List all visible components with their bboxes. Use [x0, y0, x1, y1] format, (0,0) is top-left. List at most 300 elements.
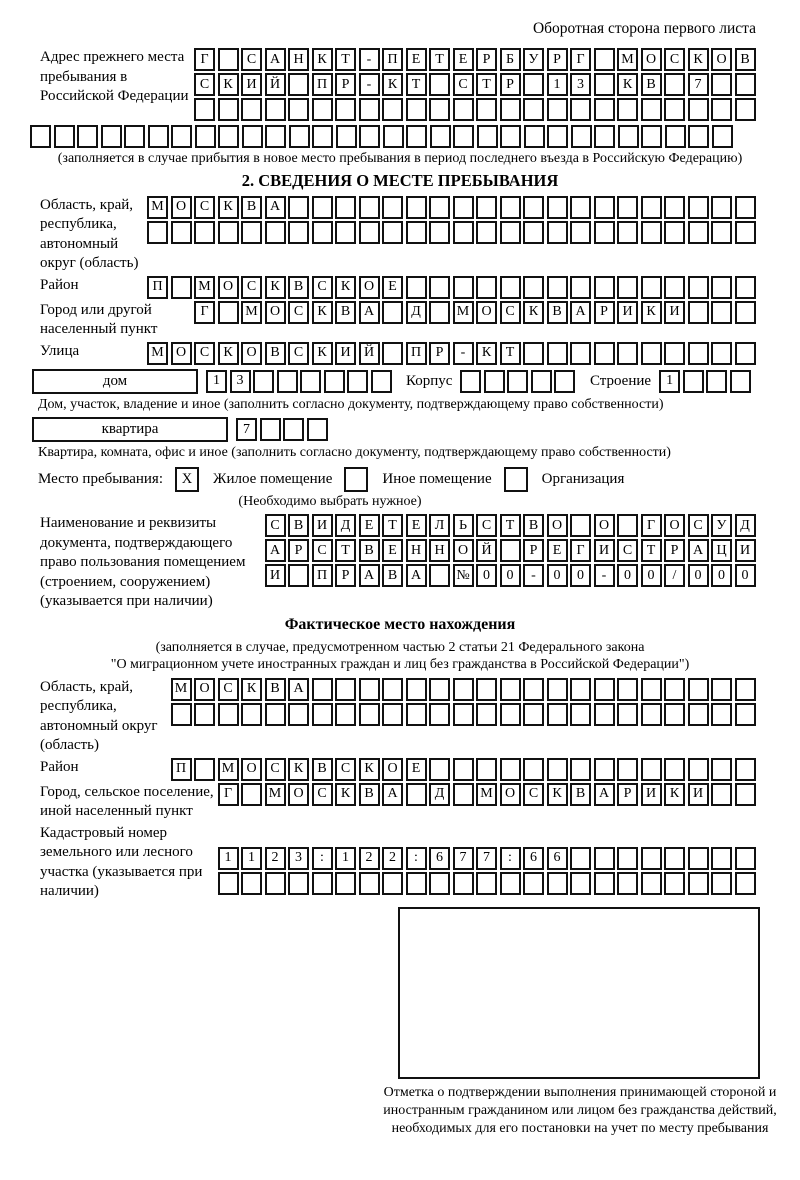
char-cell[interactable]: [359, 125, 380, 148]
char-cell[interactable]: Б: [500, 48, 521, 71]
char-cell[interactable]: [406, 703, 427, 726]
char-cell[interactable]: [429, 221, 450, 244]
char-cell[interactable]: П: [312, 564, 333, 587]
char-cell[interactable]: [241, 221, 262, 244]
char-cell[interactable]: [618, 125, 639, 148]
char-cell[interactable]: [500, 125, 521, 148]
char-cell[interactable]: П: [171, 758, 192, 781]
char-cell[interactable]: [547, 196, 568, 219]
char-cell[interactable]: [382, 221, 403, 244]
char-cell[interactable]: [507, 370, 528, 393]
char-cell[interactable]: [547, 221, 568, 244]
char-cell[interactable]: С: [312, 539, 333, 562]
char-cell[interactable]: [547, 872, 568, 895]
char-cell[interactable]: К: [382, 73, 403, 96]
char-cell[interactable]: [218, 98, 239, 121]
char-cell[interactable]: О: [194, 678, 215, 701]
char-cell[interactable]: [617, 872, 638, 895]
char-cell[interactable]: 2: [359, 847, 380, 870]
char-cell[interactable]: А: [594, 783, 615, 806]
char-cell[interactable]: Е: [453, 48, 474, 71]
char-cell[interactable]: О: [711, 48, 732, 71]
char-cell[interactable]: [664, 758, 685, 781]
char-cell[interactable]: О: [288, 783, 309, 806]
char-cell[interactable]: :: [312, 847, 333, 870]
char-cell[interactable]: [523, 703, 544, 726]
char-cell[interactable]: О: [241, 758, 262, 781]
char-cell[interactable]: [300, 370, 321, 393]
char-cell[interactable]: [335, 703, 356, 726]
char-cell[interactable]: И: [641, 783, 662, 806]
char-cell[interactable]: М: [194, 276, 215, 299]
char-cell[interactable]: [688, 301, 709, 324]
char-cell[interactable]: Р: [335, 73, 356, 96]
char-cell[interactable]: М: [241, 301, 262, 324]
char-cell[interactable]: [218, 301, 239, 324]
char-cell[interactable]: [288, 703, 309, 726]
char-cell[interactable]: [359, 703, 380, 726]
char-cell[interactable]: 2: [382, 847, 403, 870]
char-cell[interactable]: [570, 703, 591, 726]
char-cell[interactable]: К: [241, 678, 262, 701]
char-cell[interactable]: [265, 221, 286, 244]
char-cell[interactable]: И: [312, 514, 333, 537]
char-cell[interactable]: [30, 125, 51, 148]
char-cell[interactable]: Р: [288, 539, 309, 562]
char-cell[interactable]: Г: [641, 514, 662, 537]
char-cell[interactable]: К: [688, 48, 709, 71]
char-cell[interactable]: [500, 276, 521, 299]
char-cell[interactable]: [664, 276, 685, 299]
char-cell[interactable]: 0: [547, 564, 568, 587]
char-cell[interactable]: [570, 678, 591, 701]
char-cell[interactable]: Р: [664, 539, 685, 562]
char-cell[interactable]: И: [664, 301, 685, 324]
char-cell[interactable]: [617, 758, 638, 781]
char-cell[interactable]: К: [312, 301, 333, 324]
char-cell[interactable]: [570, 758, 591, 781]
char-cell[interactable]: Г: [570, 539, 591, 562]
char-cell[interactable]: [288, 98, 309, 121]
char-cell[interactable]: А: [359, 301, 380, 324]
char-cell[interactable]: [335, 196, 356, 219]
char-cell[interactable]: [500, 678, 521, 701]
char-cell[interactable]: В: [382, 564, 403, 587]
char-cell[interactable]: [683, 370, 704, 393]
char-cell[interactable]: 0: [617, 564, 638, 587]
char-cell[interactable]: Р: [617, 783, 638, 806]
char-cell[interactable]: А: [265, 539, 286, 562]
char-cell[interactable]: [664, 342, 685, 365]
char-cell[interactable]: [547, 758, 568, 781]
char-cell[interactable]: С: [335, 758, 356, 781]
char-cell[interactable]: И: [688, 783, 709, 806]
char-cell[interactable]: С: [194, 342, 215, 365]
char-cell[interactable]: И: [617, 301, 638, 324]
char-cell[interactable]: [335, 678, 356, 701]
char-cell[interactable]: 6: [523, 847, 544, 870]
char-cell[interactable]: [383, 125, 404, 148]
char-cell[interactable]: [735, 98, 756, 121]
char-cell[interactable]: [664, 703, 685, 726]
char-cell[interactable]: [307, 418, 328, 441]
char-cell[interactable]: [688, 125, 709, 148]
char-cell[interactable]: [735, 221, 756, 244]
char-cell[interactable]: В: [735, 48, 756, 71]
char-cell[interactable]: [735, 783, 756, 806]
char-cell[interactable]: Й: [476, 539, 497, 562]
char-cell[interactable]: [571, 125, 592, 148]
char-cell[interactable]: Е: [406, 758, 427, 781]
char-cell[interactable]: П: [147, 276, 168, 299]
char-cell[interactable]: О: [453, 539, 474, 562]
char-cell[interactable]: [253, 370, 274, 393]
char-cell[interactable]: К: [218, 196, 239, 219]
char-cell[interactable]: [711, 221, 732, 244]
char-cell[interactable]: В: [265, 342, 286, 365]
char-cell[interactable]: [406, 276, 427, 299]
char-cell[interactable]: [429, 98, 450, 121]
char-cell[interactable]: [429, 872, 450, 895]
char-cell[interactable]: 7: [688, 73, 709, 96]
char-cell[interactable]: В: [335, 301, 356, 324]
char-cell[interactable]: А: [265, 48, 286, 71]
char-cell[interactable]: 7: [453, 847, 474, 870]
char-cell[interactable]: [453, 758, 474, 781]
char-cell[interactable]: В: [547, 301, 568, 324]
char-cell[interactable]: [476, 196, 497, 219]
char-cell[interactable]: [735, 847, 756, 870]
char-cell[interactable]: К: [359, 758, 380, 781]
char-cell[interactable]: [359, 221, 380, 244]
char-cell[interactable]: И: [241, 73, 262, 96]
char-cell[interactable]: [711, 847, 732, 870]
char-cell[interactable]: К: [476, 342, 497, 365]
char-cell[interactable]: [547, 678, 568, 701]
char-cell[interactable]: 1: [659, 370, 680, 393]
char-cell[interactable]: [547, 125, 568, 148]
char-cell[interactable]: Д: [335, 514, 356, 537]
char-cell[interactable]: 0: [711, 564, 732, 587]
char-cell[interactable]: [476, 758, 497, 781]
char-cell[interactable]: [476, 221, 497, 244]
char-cell[interactable]: [547, 98, 568, 121]
char-cell[interactable]: [460, 370, 481, 393]
char-cell[interactable]: [430, 125, 451, 148]
char-cell[interactable]: [617, 678, 638, 701]
char-cell[interactable]: [617, 221, 638, 244]
char-cell[interactable]: [594, 678, 615, 701]
char-cell[interactable]: [523, 196, 544, 219]
char-cell[interactable]: [312, 703, 333, 726]
char-cell[interactable]: [382, 342, 403, 365]
char-cell[interactable]: М: [617, 48, 638, 71]
char-cell[interactable]: [594, 872, 615, 895]
char-cell[interactable]: Р: [594, 301, 615, 324]
char-cell[interactable]: С: [523, 783, 544, 806]
char-cell[interactable]: [594, 98, 615, 121]
char-cell[interactable]: [641, 196, 662, 219]
char-cell[interactable]: 0: [641, 564, 662, 587]
char-cell[interactable]: К: [218, 73, 239, 96]
char-cell[interactable]: [523, 276, 544, 299]
char-cell[interactable]: [547, 703, 568, 726]
char-cell[interactable]: [523, 678, 544, 701]
char-cell[interactable]: [406, 196, 427, 219]
char-cell[interactable]: [242, 125, 263, 148]
char-cell[interactable]: [484, 370, 505, 393]
char-cell[interactable]: 1: [335, 847, 356, 870]
char-cell[interactable]: [712, 125, 733, 148]
char-cell[interactable]: Е: [359, 514, 380, 537]
char-cell[interactable]: Е: [382, 276, 403, 299]
char-cell[interactable]: [288, 872, 309, 895]
char-cell[interactable]: [406, 783, 427, 806]
char-cell[interactable]: [429, 196, 450, 219]
char-cell[interactable]: [453, 872, 474, 895]
char-cell[interactable]: [500, 98, 521, 121]
char-cell[interactable]: -: [359, 48, 380, 71]
apartment-type-box[interactable]: квартира: [32, 417, 228, 442]
char-cell[interactable]: [288, 196, 309, 219]
char-cell[interactable]: [594, 73, 615, 96]
char-cell[interactable]: [570, 872, 591, 895]
char-cell[interactable]: [500, 221, 521, 244]
char-cell[interactable]: [171, 276, 192, 299]
char-cell[interactable]: [570, 98, 591, 121]
char-cell[interactable]: О: [547, 514, 568, 537]
char-cell[interactable]: В: [265, 678, 286, 701]
char-cell[interactable]: [500, 758, 521, 781]
char-cell[interactable]: -: [359, 73, 380, 96]
char-cell[interactable]: О: [382, 758, 403, 781]
char-cell[interactable]: К: [641, 301, 662, 324]
char-cell[interactable]: В: [312, 758, 333, 781]
char-cell[interactable]: К: [312, 342, 333, 365]
char-cell[interactable]: [382, 703, 403, 726]
char-cell[interactable]: О: [594, 514, 615, 537]
char-cell[interactable]: [429, 564, 450, 587]
char-cell[interactable]: Е: [406, 514, 427, 537]
char-cell[interactable]: [218, 48, 239, 71]
char-cell[interactable]: Е: [382, 539, 403, 562]
char-cell[interactable]: [359, 678, 380, 701]
char-cell[interactable]: [735, 196, 756, 219]
char-cell[interactable]: [429, 758, 450, 781]
char-cell[interactable]: [735, 872, 756, 895]
char-cell[interactable]: [664, 221, 685, 244]
char-cell[interactable]: [711, 758, 732, 781]
char-cell[interactable]: Л: [429, 514, 450, 537]
char-cell[interactable]: [523, 73, 544, 96]
char-cell[interactable]: В: [241, 196, 262, 219]
char-cell[interactable]: [617, 276, 638, 299]
char-cell[interactable]: И: [735, 539, 756, 562]
char-cell[interactable]: [312, 678, 333, 701]
char-cell[interactable]: 1: [206, 370, 227, 393]
char-cell[interactable]: [570, 276, 591, 299]
char-cell[interactable]: [523, 221, 544, 244]
char-cell[interactable]: [594, 342, 615, 365]
char-cell[interactable]: [688, 678, 709, 701]
char-cell[interactable]: -: [594, 564, 615, 587]
char-cell[interactable]: [265, 872, 286, 895]
char-cell[interactable]: [547, 276, 568, 299]
char-cell[interactable]: 1: [241, 847, 262, 870]
char-cell[interactable]: [453, 276, 474, 299]
char-cell[interactable]: [147, 221, 168, 244]
char-cell[interactable]: [531, 370, 552, 393]
char-cell[interactable]: К: [218, 342, 239, 365]
char-cell[interactable]: К: [335, 783, 356, 806]
char-cell[interactable]: [570, 196, 591, 219]
char-cell[interactable]: [288, 221, 309, 244]
char-cell[interactable]: 7: [476, 847, 497, 870]
char-cell[interactable]: [429, 678, 450, 701]
char-cell[interactable]: Е: [406, 48, 427, 71]
char-cell[interactable]: 7: [236, 418, 257, 441]
char-cell[interactable]: 0: [476, 564, 497, 587]
char-cell[interactable]: В: [359, 783, 380, 806]
char-cell[interactable]: [218, 872, 239, 895]
char-cell[interactable]: К: [265, 276, 286, 299]
char-cell[interactable]: К: [312, 48, 333, 71]
char-cell[interactable]: С: [241, 48, 262, 71]
char-cell[interactable]: [453, 125, 474, 148]
char-cell[interactable]: П: [382, 48, 403, 71]
char-cell[interactable]: О: [359, 276, 380, 299]
char-cell[interactable]: Ц: [711, 539, 732, 562]
char-cell[interactable]: Р: [429, 342, 450, 365]
char-cell[interactable]: [641, 221, 662, 244]
char-cell[interactable]: К: [335, 276, 356, 299]
char-cell[interactable]: [453, 196, 474, 219]
char-cell[interactable]: 3: [288, 847, 309, 870]
char-cell[interactable]: [711, 73, 732, 96]
char-cell[interactable]: Т: [335, 48, 356, 71]
char-cell[interactable]: С: [265, 514, 286, 537]
char-cell[interactable]: [735, 703, 756, 726]
char-cell[interactable]: Р: [335, 564, 356, 587]
char-cell[interactable]: О: [265, 301, 286, 324]
char-cell[interactable]: М: [147, 342, 168, 365]
char-cell[interactable]: М: [171, 678, 192, 701]
char-cell[interactable]: С: [218, 678, 239, 701]
char-cell[interactable]: Д: [735, 514, 756, 537]
char-cell[interactable]: И: [335, 342, 356, 365]
char-cell[interactable]: Й: [359, 342, 380, 365]
char-cell[interactable]: У: [523, 48, 544, 71]
char-cell[interactable]: [194, 758, 215, 781]
char-cell[interactable]: Т: [476, 73, 497, 96]
char-cell[interactable]: [570, 514, 591, 537]
char-cell[interactable]: [124, 125, 145, 148]
char-cell[interactable]: [453, 703, 474, 726]
char-cell[interactable]: [641, 342, 662, 365]
char-cell[interactable]: [641, 872, 662, 895]
char-cell[interactable]: [735, 678, 756, 701]
char-cell[interactable]: [218, 125, 239, 148]
char-cell[interactable]: :: [406, 847, 427, 870]
char-cell[interactable]: [688, 221, 709, 244]
char-cell[interactable]: [241, 783, 262, 806]
char-cell[interactable]: [688, 758, 709, 781]
char-cell[interactable]: Т: [335, 539, 356, 562]
char-cell[interactable]: [335, 221, 356, 244]
char-cell[interactable]: Г: [194, 301, 215, 324]
char-cell[interactable]: [289, 125, 310, 148]
char-cell[interactable]: [735, 73, 756, 96]
char-cell[interactable]: [265, 98, 286, 121]
char-cell[interactable]: М: [147, 196, 168, 219]
char-cell[interactable]: О: [664, 514, 685, 537]
char-cell[interactable]: [241, 98, 262, 121]
char-cell[interactable]: А: [382, 783, 403, 806]
char-cell[interactable]: [688, 872, 709, 895]
char-cell[interactable]: О: [476, 301, 497, 324]
char-cell[interactable]: У: [711, 514, 732, 537]
char-cell[interactable]: М: [218, 758, 239, 781]
char-cell[interactable]: К: [617, 73, 638, 96]
char-cell[interactable]: 1: [547, 73, 568, 96]
char-cell[interactable]: [735, 276, 756, 299]
char-cell[interactable]: [711, 783, 732, 806]
char-cell[interactable]: [711, 196, 732, 219]
char-cell[interactable]: [617, 514, 638, 537]
char-cell[interactable]: [664, 678, 685, 701]
char-cell[interactable]: С: [288, 301, 309, 324]
char-cell[interactable]: [664, 196, 685, 219]
char-cell[interactable]: П: [406, 342, 427, 365]
char-cell[interactable]: [382, 98, 403, 121]
char-cell[interactable]: [688, 276, 709, 299]
char-cell[interactable]: П: [312, 73, 333, 96]
char-cell[interactable]: М: [453, 301, 474, 324]
char-cell[interactable]: [641, 678, 662, 701]
char-cell[interactable]: [218, 703, 239, 726]
char-cell[interactable]: С: [194, 196, 215, 219]
char-cell[interactable]: [594, 847, 615, 870]
char-cell[interactable]: В: [288, 276, 309, 299]
char-cell[interactable]: [194, 98, 215, 121]
char-cell[interactable]: [382, 678, 403, 701]
char-cell[interactable]: [312, 196, 333, 219]
char-cell[interactable]: [101, 125, 122, 148]
char-cell[interactable]: О: [171, 196, 192, 219]
char-cell[interactable]: [277, 370, 298, 393]
char-cell[interactable]: С: [265, 758, 286, 781]
char-cell[interactable]: [312, 221, 333, 244]
char-cell[interactable]: А: [265, 196, 286, 219]
char-cell[interactable]: 0: [570, 564, 591, 587]
char-cell[interactable]: [688, 196, 709, 219]
char-cell[interactable]: 1: [218, 847, 239, 870]
char-cell[interactable]: [641, 758, 662, 781]
char-cell[interactable]: [711, 872, 732, 895]
char-cell[interactable]: [260, 418, 281, 441]
char-cell[interactable]: [594, 758, 615, 781]
char-cell[interactable]: Г: [218, 783, 239, 806]
char-cell[interactable]: А: [406, 564, 427, 587]
char-cell[interactable]: [77, 125, 98, 148]
char-cell[interactable]: [476, 703, 497, 726]
char-cell[interactable]: [406, 98, 427, 121]
char-cell[interactable]: Т: [641, 539, 662, 562]
char-cell[interactable]: [664, 872, 685, 895]
char-cell[interactable]: Р: [500, 73, 521, 96]
char-cell[interactable]: [148, 125, 169, 148]
char-cell[interactable]: [347, 370, 368, 393]
